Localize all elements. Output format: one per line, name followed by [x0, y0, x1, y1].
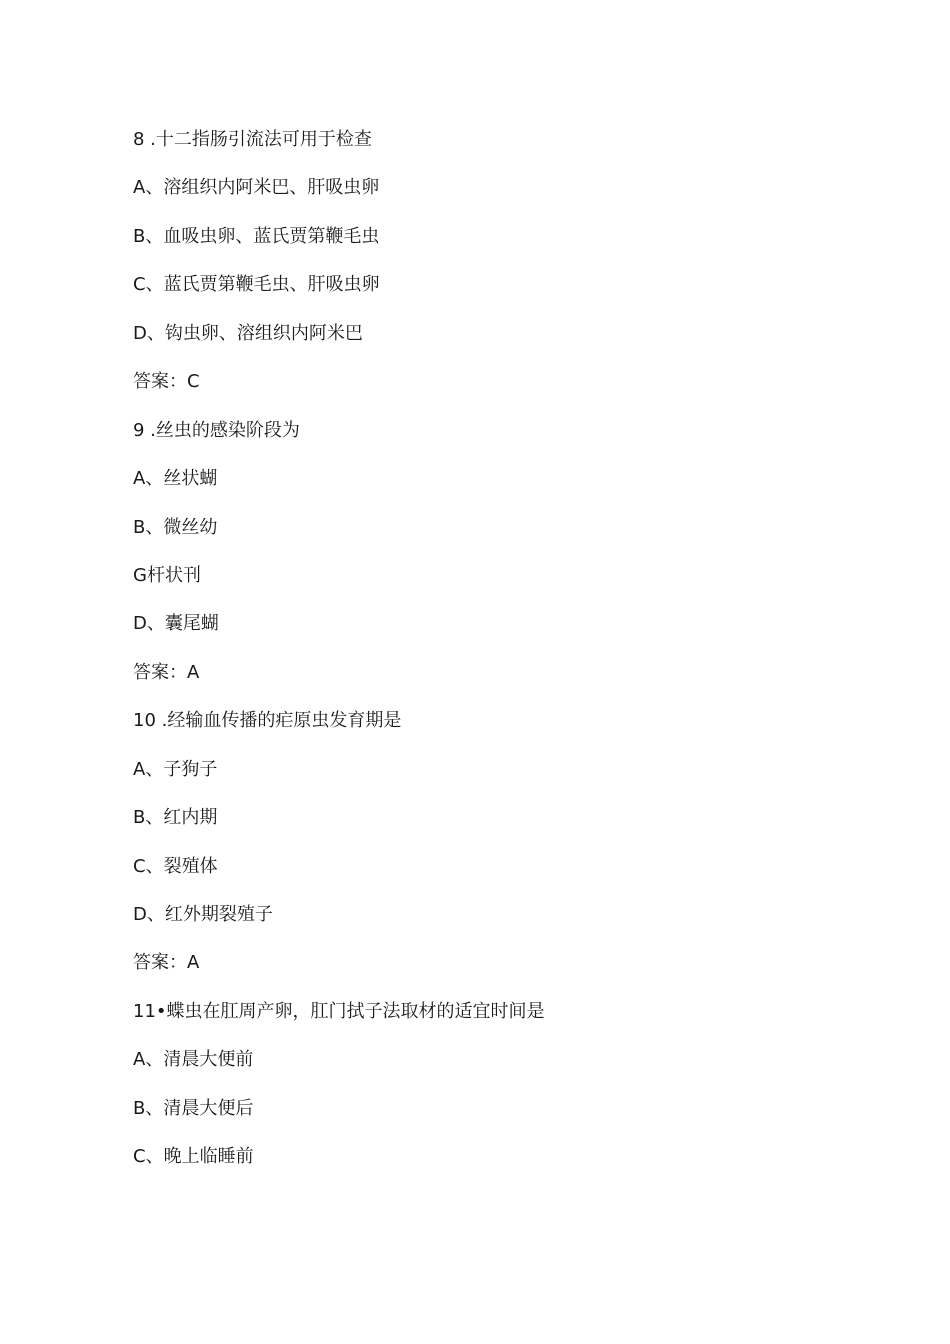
- question-11-option-c: C、晚上临睡前: [133, 1146, 254, 1168]
- question-10-title: 10 .经输血传播的疟原虫发育期是: [133, 710, 402, 732]
- question-10-answer: 答案：A: [133, 952, 200, 974]
- question-11-title: 11•蝶虫在肛周产卵，肛门拭子法取材的适宜时间是: [133, 1000, 545, 1022]
- question-10-option-d: D、红外期裂殖子: [133, 904, 273, 925]
- question-8-answer: 答案：C: [133, 371, 200, 393]
- question-8-option-a: A、溶组织内阿米巴、肝吸虫卵: [133, 177, 380, 199]
- question-8-option-d: D、钩虫卵、溶组织内阿米巴: [133, 322, 363, 344]
- document-page: [133, 125, 893, 1191]
- question-9-answer: 答案：A: [133, 661, 200, 683]
- question-8-option-b: B、血吸虫卵、蓝氏贾第鞭毛虫: [133, 225, 380, 247]
- question-9-option-a: A、丝状蝴: [133, 468, 218, 490]
- question-10-option-b: B、红内期: [133, 807, 218, 829]
- question-8-option-c: C、蓝氏贾第鞭毛虫、肝吸虫卵: [133, 274, 380, 296]
- question-10-option-a: A、子狗子: [133, 758, 218, 780]
- question-9-title: 9 .丝虫的感染阶段为: [133, 419, 300, 441]
- question-9-option-d: D、囊尾蝴: [133, 613, 219, 635]
- question-11-option-a: A、清晨大便前: [133, 1049, 254, 1071]
- question-11-option-b: B、清晨大便后: [133, 1097, 254, 1119]
- question-9-option-b: B、微丝幼: [133, 516, 218, 538]
- question-8-title: 8 .十二指肠引流法可用于检查: [133, 129, 372, 150]
- question-9-option-c: G杆状刊: [133, 564, 201, 586]
- question-10-option-c: C、裂殖体: [133, 855, 218, 877]
